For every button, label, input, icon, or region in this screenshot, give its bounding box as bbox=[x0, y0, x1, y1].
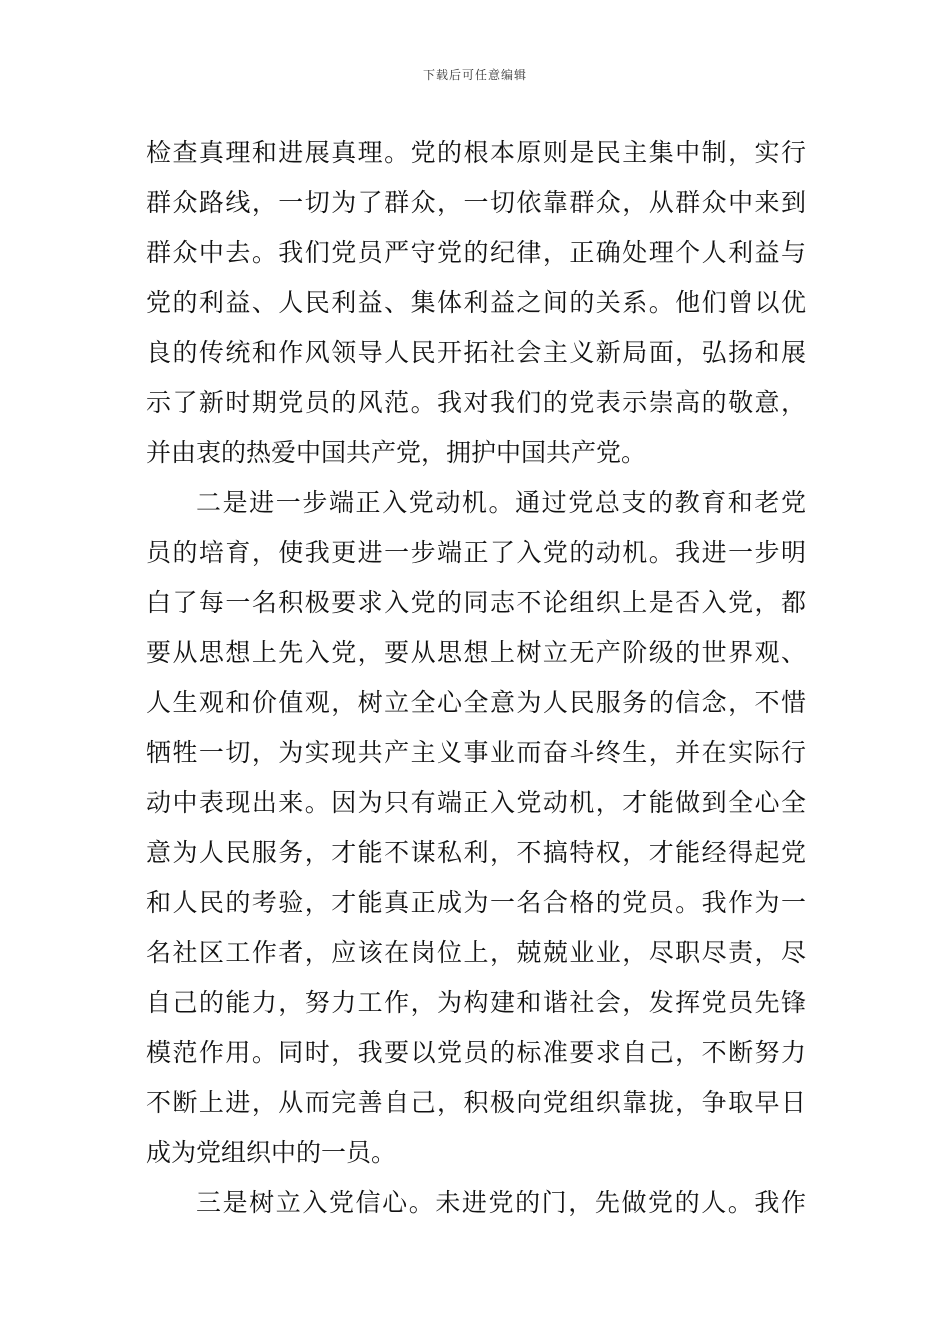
body-line: 白了每一名积极要求入党的同志不论组织上是否入党，都 bbox=[146, 588, 806, 617]
paragraph-start-line: 二是进一步端正入党动机。通过党总支的教育和老党 bbox=[196, 488, 806, 517]
body-line: 不断上进，从而完善自己，积极向党组织靠拢，争取早日 bbox=[146, 1088, 806, 1117]
body-line: 并由衷的热爱中国共产党，拥护中国共产党。 bbox=[146, 438, 647, 467]
body-line: 群众路线，一切为了群众，一切依靠群众，从群众中来到 bbox=[146, 188, 806, 217]
body-line: 动中表现出来。因为只有端正入党动机，才能做到全心全 bbox=[146, 788, 806, 817]
body-line: 员的培育，使我更进一步端正了入党的动机。我进一步明 bbox=[146, 538, 806, 567]
body-line: 要从思想上先入党，要从思想上树立无产阶级的世界观、 bbox=[146, 638, 806, 667]
body-line: 示了新时期党员的风范。我对我们的党表示崇高的敬意， bbox=[146, 388, 806, 417]
body-line: 和人民的考验，才能真正成为一名合格的党员。我作为一 bbox=[146, 888, 806, 917]
body-line: 成为党组织中的一员。 bbox=[146, 1138, 397, 1167]
page-header: 下载后可任意编辑 bbox=[422, 68, 527, 82]
body-line: 良的传统和作风领导人民开拓社会主义新局面，弘扬和展 bbox=[146, 338, 806, 367]
body-line: 牺牲一切，为实现共产主义事业而奋斗终生，并在实际行 bbox=[146, 738, 806, 767]
body-line: 人生观和价值观，树立全心全意为人民服务的信念，不惜 bbox=[146, 688, 806, 717]
body-line: 自己的能力，努力工作，为构建和谐社会，发挥党员先锋 bbox=[146, 988, 806, 1017]
paragraph-start-line: 三是树立入党信心。未进党的门，先做党的人。我作 bbox=[196, 1188, 806, 1217]
body-line: 模范作用。同时，我要以党员的标准要求自己，不断努力 bbox=[146, 1038, 806, 1067]
body-line: 意为人民服务，才能不谋私利，不搞特权，才能经得起党 bbox=[146, 838, 806, 867]
body-line: 名社区工作者，应该在岗位上，兢兢业业，尽职尽责，尽 bbox=[146, 938, 806, 967]
body-line: 党的利益、人民利益、集体利益之间的关系。他们曾以优 bbox=[146, 288, 806, 317]
body-line: 群众中去。我们党员严守党的纪律，正确处理个人利益与 bbox=[146, 238, 806, 267]
body-line: 检查真理和进展真理。党的根本原则是民主集中制，实行 bbox=[146, 138, 806, 167]
